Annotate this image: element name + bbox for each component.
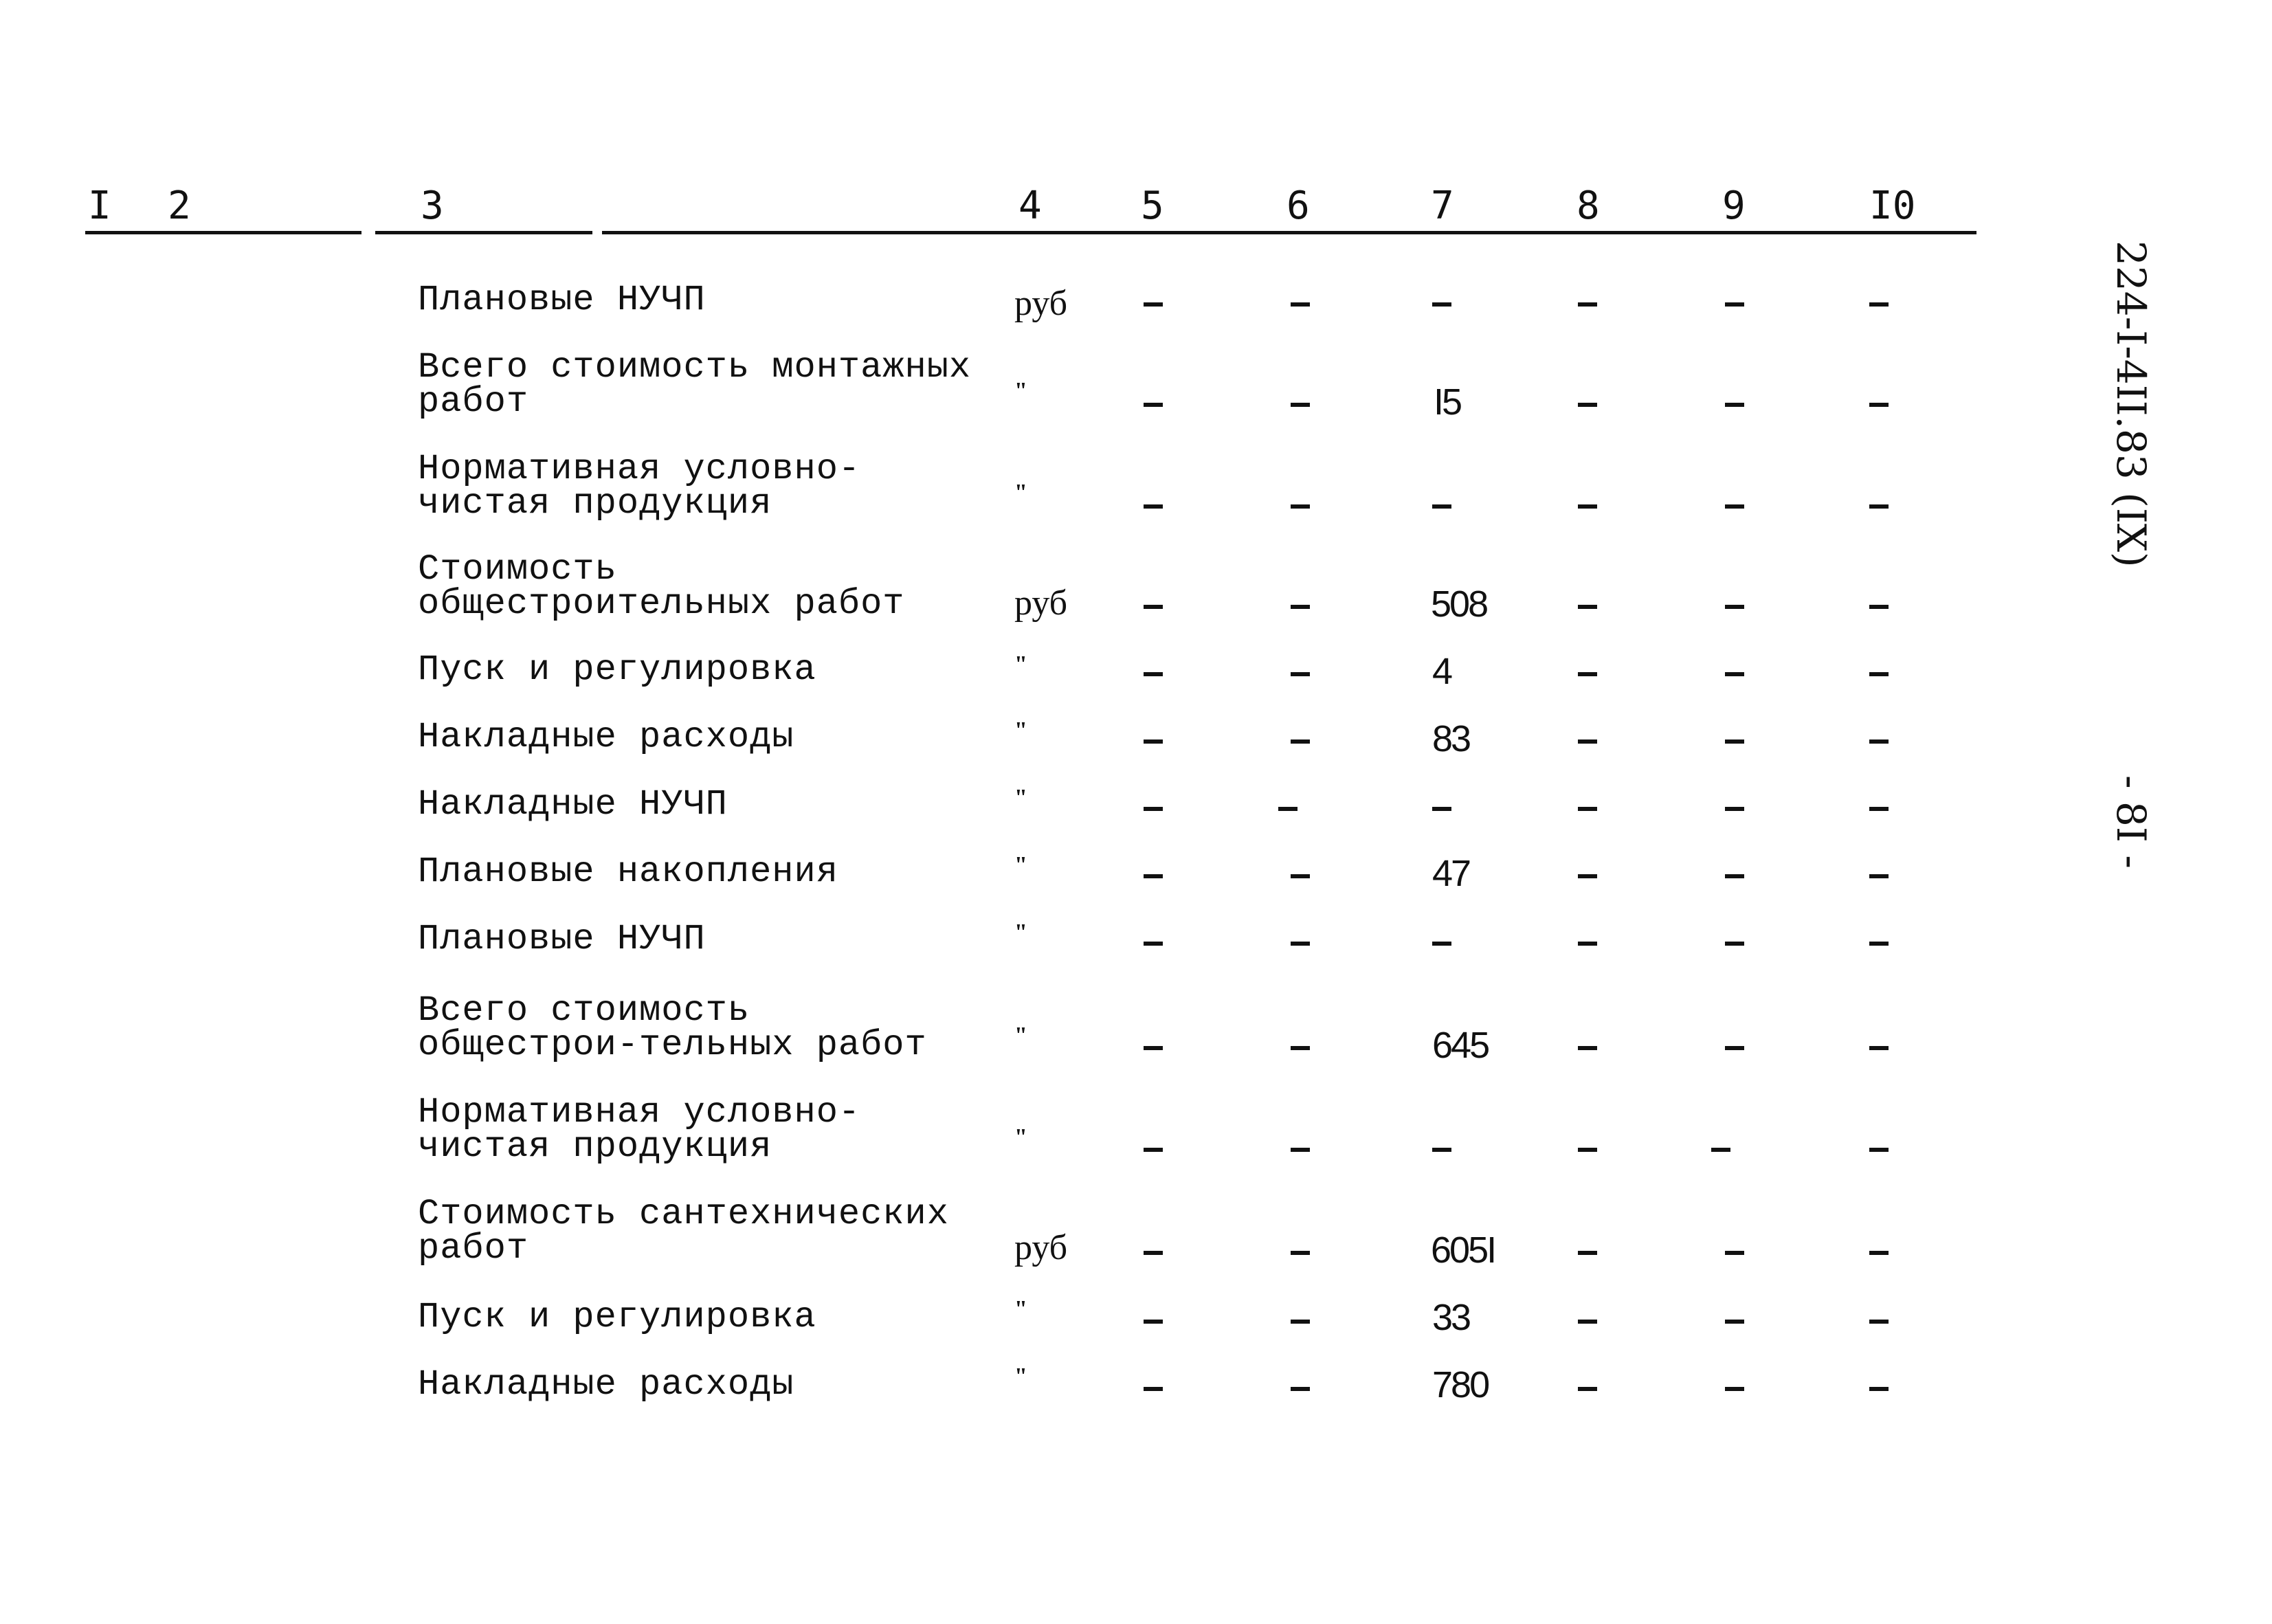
row-description: Стоимость общестроительных работ bbox=[418, 549, 905, 624]
value-dash bbox=[1725, 807, 1744, 811]
value-dash bbox=[1869, 302, 1889, 307]
value-dash bbox=[1725, 739, 1744, 744]
value-dash bbox=[1144, 1046, 1163, 1050]
value-dash bbox=[1432, 302, 1451, 307]
value-dash bbox=[1432, 1148, 1451, 1152]
value-dash bbox=[1578, 739, 1597, 744]
value-dash bbox=[1578, 942, 1597, 946]
value-dash bbox=[1869, 403, 1889, 407]
value-dash bbox=[1869, 874, 1889, 878]
row-unit: " bbox=[1014, 1023, 1027, 1048]
value-dash bbox=[1291, 302, 1310, 307]
value-dash bbox=[1578, 1387, 1597, 1391]
row-unit: руб bbox=[1014, 284, 1068, 323]
row-description: Нормативная условно-чистая продукция bbox=[418, 1092, 861, 1167]
value-dash bbox=[1578, 403, 1597, 407]
row-description: Плановые накопления bbox=[418, 852, 838, 892]
row-description: Всего стоимость общестрои-тельных работ bbox=[418, 990, 927, 1065]
value-dash bbox=[1578, 1148, 1597, 1152]
row-unit: " bbox=[1014, 1124, 1027, 1150]
value-dash bbox=[1725, 1387, 1744, 1391]
value-dash bbox=[1291, 1046, 1310, 1050]
row-unit: " bbox=[1014, 652, 1027, 677]
column-header-10: I0 bbox=[1869, 183, 1916, 228]
value-dash bbox=[1725, 942, 1744, 946]
value-dash bbox=[1725, 403, 1744, 407]
value-dash bbox=[1725, 504, 1744, 509]
value-dash bbox=[1725, 1251, 1744, 1255]
value-dash bbox=[1869, 807, 1889, 811]
row-description: Нормативная условно-чистая продукция bbox=[418, 449, 861, 524]
row-unit: " bbox=[1014, 1296, 1027, 1322]
row-description: Плановые НУЧП bbox=[418, 919, 706, 959]
page-number: - 8I - bbox=[2108, 775, 2154, 869]
value-cell: 645 bbox=[1432, 1025, 1489, 1066]
value-dash bbox=[1578, 605, 1597, 609]
value-dash bbox=[1432, 942, 1451, 946]
value-dash bbox=[1291, 504, 1310, 509]
value-dash bbox=[1144, 739, 1163, 744]
value-dash bbox=[1869, 1320, 1889, 1324]
value-dash bbox=[1144, 504, 1163, 509]
value-cell: 508 bbox=[1431, 583, 1487, 625]
row-unit: " bbox=[1014, 852, 1027, 878]
value-dash bbox=[1291, 672, 1310, 676]
value-dash bbox=[1578, 1251, 1597, 1255]
value-dash bbox=[1869, 942, 1889, 946]
value-dash bbox=[1578, 1320, 1597, 1324]
value-dash bbox=[1291, 1148, 1310, 1152]
row-description: Пуск и регулировка bbox=[418, 649, 816, 690]
value-dash bbox=[1725, 672, 1744, 676]
value-dash bbox=[1869, 1046, 1889, 1050]
value-dash bbox=[1869, 739, 1889, 744]
value-dash bbox=[1291, 1320, 1310, 1324]
column-header-3: 3 bbox=[421, 183, 444, 228]
column-header-8: 8 bbox=[1577, 183, 1600, 228]
column-header-2: 2 bbox=[168, 183, 191, 228]
value-dash bbox=[1144, 1387, 1163, 1391]
value-dash bbox=[1291, 739, 1310, 744]
value-dash bbox=[1869, 1251, 1889, 1255]
row-unit: руб bbox=[1014, 583, 1068, 623]
value-dash bbox=[1144, 1148, 1163, 1152]
value-cell: I5 bbox=[1434, 381, 1461, 423]
value-dash bbox=[1869, 672, 1889, 676]
value-dash bbox=[1144, 1251, 1163, 1255]
value-cell: 47 bbox=[1432, 853, 1470, 894]
value-dash bbox=[1144, 672, 1163, 676]
value-dash bbox=[1432, 807, 1451, 811]
document-code: 224-I-4II.83 (IX) bbox=[2108, 241, 2154, 568]
header-rule bbox=[85, 231, 361, 234]
value-dash bbox=[1291, 1251, 1310, 1255]
column-header-4: 4 bbox=[1018, 183, 1042, 228]
value-dash bbox=[1725, 1320, 1744, 1324]
row-description: Накладные расходы bbox=[418, 1364, 794, 1405]
value-dash bbox=[1144, 874, 1163, 878]
row-description: Всего стоимость монтажных работ bbox=[418, 347, 972, 422]
value-cell: 83 bbox=[1432, 718, 1470, 759]
value-dash bbox=[1725, 302, 1744, 307]
value-dash bbox=[1432, 504, 1451, 509]
value-dash bbox=[1869, 504, 1889, 509]
value-cell: 33 bbox=[1432, 1297, 1470, 1338]
header-rule bbox=[375, 231, 592, 234]
value-dash bbox=[1725, 1046, 1744, 1050]
value-dash bbox=[1869, 605, 1889, 609]
column-header-1: I bbox=[88, 183, 111, 228]
value-dash bbox=[1578, 1046, 1597, 1050]
row-unit: " bbox=[1014, 480, 1027, 505]
row-unit: " bbox=[1014, 378, 1027, 403]
column-header-6: 6 bbox=[1287, 183, 1310, 228]
column-header-7: 7 bbox=[1431, 183, 1454, 228]
row-unit: " bbox=[1014, 1364, 1027, 1389]
value-dash bbox=[1578, 504, 1597, 509]
value-dash bbox=[1711, 1148, 1730, 1152]
value-dash bbox=[1144, 403, 1163, 407]
row-unit: руб bbox=[1014, 1228, 1068, 1267]
value-dash bbox=[1869, 1387, 1889, 1391]
value-dash bbox=[1291, 1387, 1310, 1391]
row-unit: " bbox=[1014, 718, 1027, 743]
value-dash bbox=[1144, 605, 1163, 609]
value-dash bbox=[1144, 302, 1163, 307]
row-unit: " bbox=[1014, 920, 1027, 945]
value-dash bbox=[1578, 807, 1597, 811]
value-dash bbox=[1291, 605, 1310, 609]
value-dash bbox=[1725, 605, 1744, 609]
value-dash bbox=[1578, 874, 1597, 878]
row-description: Накладные НУЧП bbox=[418, 784, 728, 825]
column-header-9: 9 bbox=[1722, 183, 1746, 228]
row-description: Стоимость сантехнических работ bbox=[418, 1194, 949, 1269]
row-description: Пуск и регулировка bbox=[418, 1297, 816, 1337]
value-dash bbox=[1144, 942, 1163, 946]
value-dash bbox=[1278, 807, 1298, 811]
value-cell: 605I bbox=[1431, 1230, 1495, 1271]
value-dash bbox=[1291, 403, 1310, 407]
value-dash bbox=[1144, 1320, 1163, 1324]
value-dash bbox=[1725, 874, 1744, 878]
value-dash bbox=[1291, 942, 1310, 946]
value-dash bbox=[1144, 807, 1163, 811]
header-rule bbox=[602, 231, 1976, 234]
value-cell: 4 bbox=[1432, 651, 1451, 692]
value-dash bbox=[1869, 1148, 1889, 1152]
row-description: Накладные расходы bbox=[418, 717, 794, 757]
value-dash bbox=[1578, 672, 1597, 676]
value-dash bbox=[1291, 874, 1310, 878]
row-description: Плановые НУЧП bbox=[418, 280, 706, 320]
row-unit: " bbox=[1014, 785, 1027, 810]
value-cell: 780 bbox=[1432, 1364, 1489, 1405]
column-header-5: 5 bbox=[1141, 183, 1164, 228]
value-dash bbox=[1578, 302, 1597, 307]
